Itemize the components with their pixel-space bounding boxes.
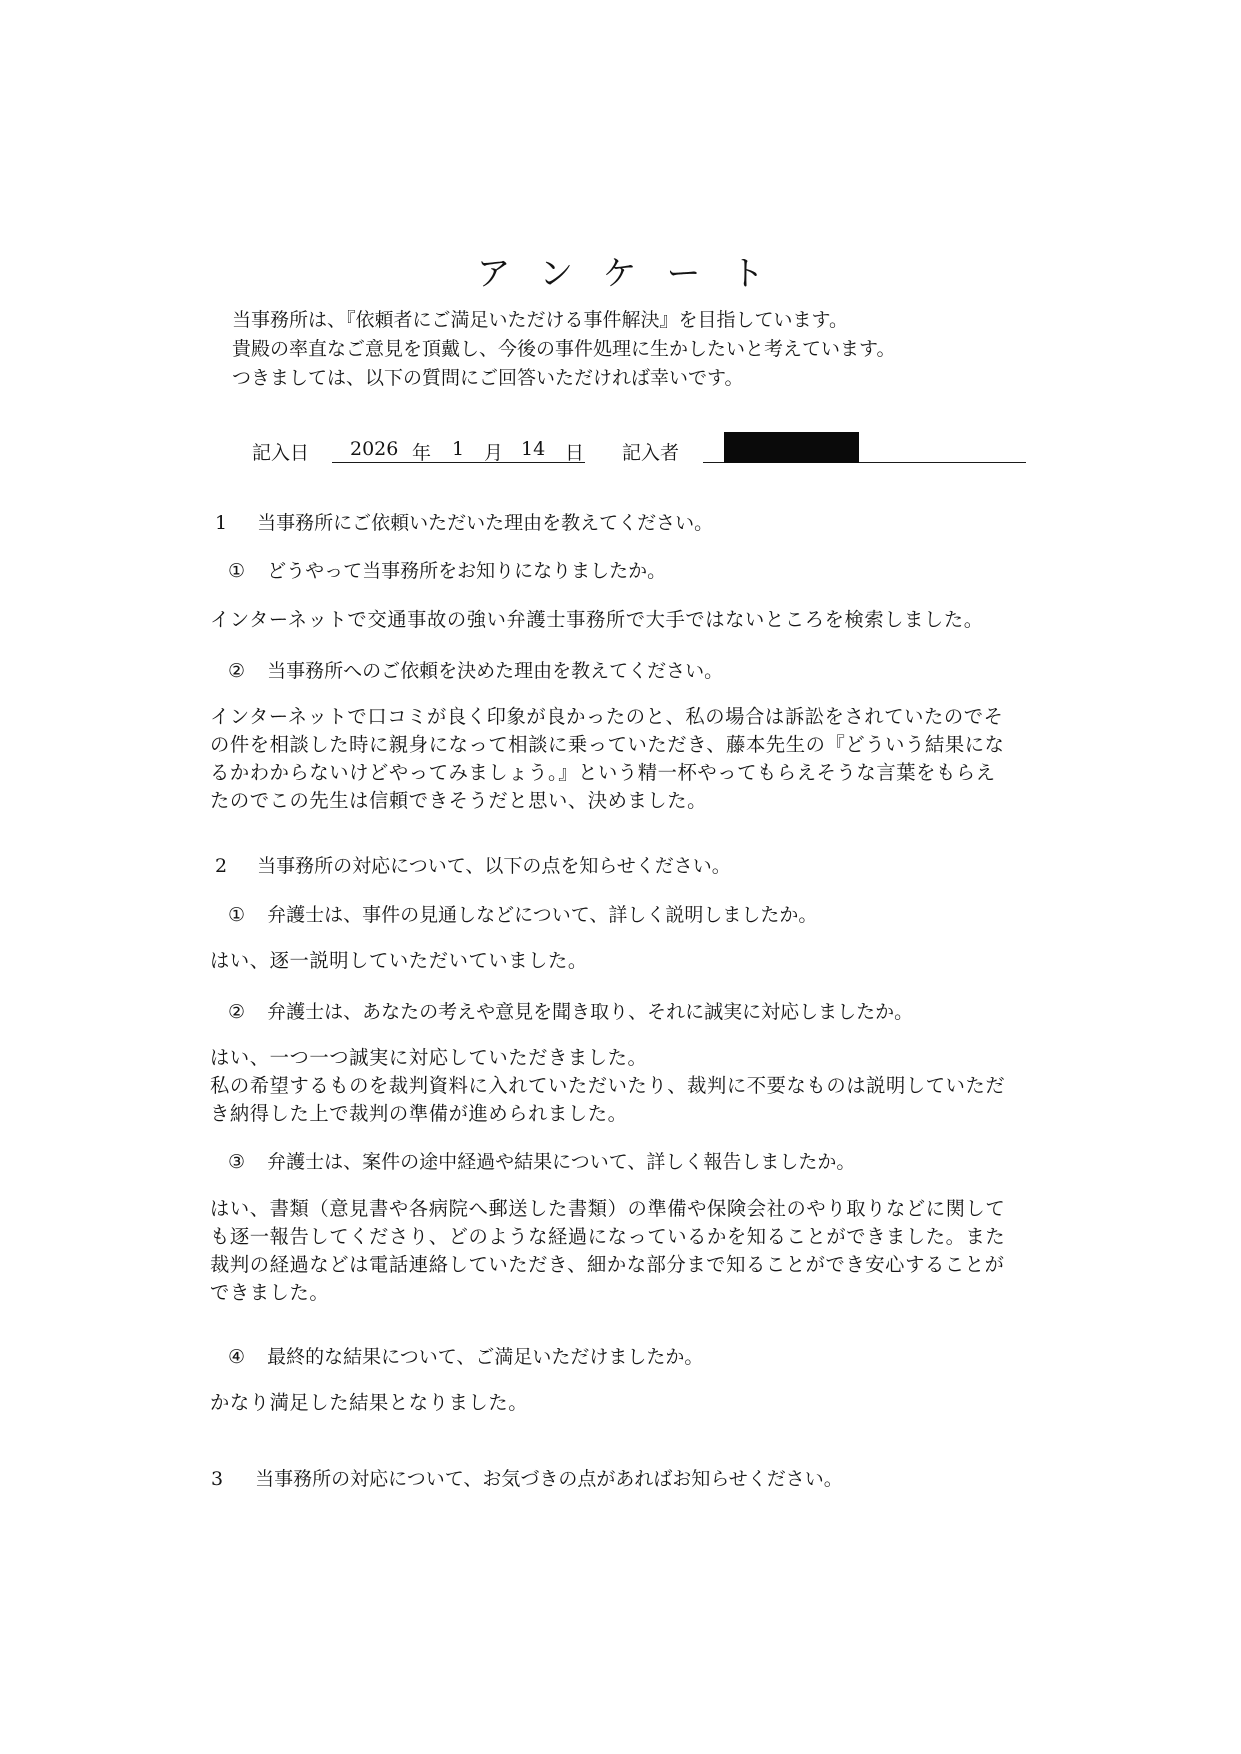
answer-line: るかわからないけどやってみましょう。』という精一杯やってもらえそうな言葉をもらえ xyxy=(210,761,996,784)
sub-marker: ① xyxy=(228,560,246,582)
sub-question-text: 弁護士は、あなたの考えや意見を聞き取り、それに誠実に対応しましたか。 xyxy=(267,1001,914,1023)
sub-question-text: 弁護士は、案件の途中経過や結果について、詳しく報告しましたか。 xyxy=(267,1151,856,1173)
question-text: 当事務所にご依頼いただいた理由を教えてください。 xyxy=(257,512,714,534)
answer-1-2 xyxy=(210,703,1030,815)
writer-label: 記入者 xyxy=(622,442,680,464)
question-number: 2 xyxy=(215,855,228,877)
answer-line: たのでこの先生は信頼できそうだと思い、決めました。 xyxy=(210,789,708,812)
redaction-block xyxy=(724,432,859,463)
answer-line: インターネットで口コミが良く印象が良かったのと、私の場合は訴訟をされていたのでそ xyxy=(210,705,1004,728)
answer-line: できました。 xyxy=(210,1281,330,1304)
question-number: 1 xyxy=(215,512,228,534)
sub-marker: ① xyxy=(228,904,246,926)
question-2 xyxy=(215,851,731,878)
intro-text xyxy=(232,306,1032,393)
question-2-4 xyxy=(228,1342,703,1369)
sub-question-text: 弁護士は、事件の見通しなどについて、詳しく説明しましたか。 xyxy=(267,904,818,926)
sub-question-text: 当事務所へのご依頼を決めた理由を教えてください。 xyxy=(267,660,724,682)
answer-2-1 xyxy=(210,947,1030,975)
date-year: 2026 xyxy=(350,438,399,460)
sub-marker: ③ xyxy=(228,1151,246,1173)
date-day: 14 xyxy=(521,438,546,460)
sub-question-text: どうやって当事務所をお知りになりましたか。 xyxy=(267,560,667,582)
question-2-2 xyxy=(228,997,913,1024)
date-month: 1 xyxy=(452,438,465,460)
answer-line: はい、逐一説明していただいていました。 xyxy=(210,949,588,972)
answer-line: はい、一つ一つ誠実に対応していただきました。 xyxy=(210,1046,648,1069)
question-1-2 xyxy=(228,656,723,683)
date-label: 記入日 xyxy=(252,442,310,464)
day-unit: 日 xyxy=(565,442,585,464)
entry-row xyxy=(0,432,1241,472)
answer-2-4 xyxy=(210,1389,1030,1417)
question-2-3 xyxy=(228,1147,855,1174)
sub-marker: ④ xyxy=(228,1346,246,1368)
answer-line: はい、書類（意見書や各病院へ郵送した書類）の準備や保険会社のやり取りなどに関して xyxy=(210,1197,1006,1220)
question-text: 当事務所の対応について、以下の点を知らせください。 xyxy=(257,855,731,877)
sub-marker: ② xyxy=(228,1001,246,1023)
page-title: アンケート xyxy=(476,254,795,294)
month-unit: 月 xyxy=(484,442,504,464)
question-1-1 xyxy=(228,556,666,583)
answer-line: 私の希望するものを裁判資料に入れていただいたり、裁判に不要なものは説明していただ xyxy=(210,1074,1006,1097)
intro-line: 当事務所は、『依頼者にご満足いただける事件解決』を目指しています。 xyxy=(232,309,848,331)
answer-1-1 xyxy=(210,606,1030,634)
answer-line: き納得した上で裁判の準備が進められました。 xyxy=(210,1102,628,1125)
answer-line: インターネットで交通事故の強い弁護士事務所で大手ではないところを検索しました。 xyxy=(210,608,984,631)
date-underline xyxy=(332,462,585,463)
answer-line: 裁判の経過などは電話連絡していただき、細かな部分まで知ることができ安心することが xyxy=(210,1253,1005,1276)
question-3 xyxy=(211,1464,843,1491)
answer-line: かなり満足した結果となりました。 xyxy=(210,1391,529,1414)
intro-line: つきましては、以下の質問にご回答いただければ幸いです。 xyxy=(232,367,744,389)
question-number: 3 xyxy=(211,1468,224,1490)
answer-line: も逐一報告してくださり、どのような経過になっているかを知ることができました。また xyxy=(210,1225,1006,1248)
answer-line: の件を相談した時に親身になって相談に乗っていただき、藤本先生の『どういう結果にな xyxy=(210,733,1005,756)
sub-marker: ② xyxy=(228,660,246,682)
question-1 xyxy=(215,508,713,535)
question-2-1 xyxy=(228,900,817,927)
answer-2-3 xyxy=(210,1195,1030,1307)
sub-question-text: 最終的な結果について、ご満足いただけましたか。 xyxy=(267,1346,704,1368)
question-text: 当事務所の対応について、お気づきの点があればお知らせください。 xyxy=(255,1468,843,1490)
year-unit: 年 xyxy=(412,442,432,464)
answer-2-2 xyxy=(210,1044,1030,1128)
intro-line: 貴殿の率直なご意見を頂戴し、今後の事件処理に生かしたいと考えています。 xyxy=(232,338,896,360)
